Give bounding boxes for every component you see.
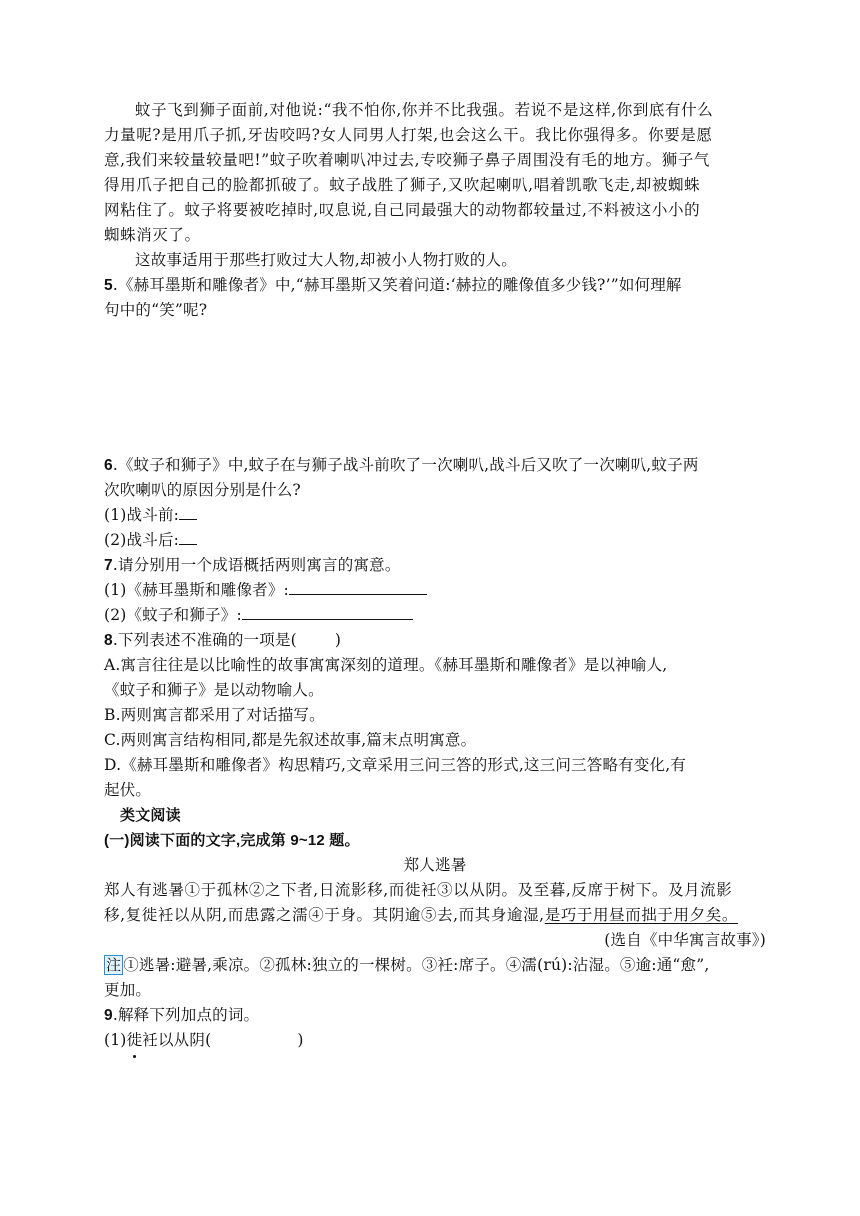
answer-label-hermes: (1)《赫耳墨斯和雕像者》: [104,581,289,599]
story-underlined-sentence: 是巧于用昼而拙于用夕矣。 [544,906,738,924]
option-b: B.两则寓言都采用了对话描写。 [104,706,325,724]
passage-line-6: 蜘蛛消灭了。 [104,226,201,244]
passage-moral: 这故事适用于那些打败过大人物,却被小人物打败的人。 [135,251,517,269]
question-7-answer-1 [104,578,766,603]
answer-blank-after-battle[interactable] [179,528,197,545]
question-8 [104,628,766,653]
question-9-number: 9 [104,1007,113,1024]
story-source: (选自《中华寓言故事》) [604,931,766,949]
question-5-line-2: 句中的“笑”呢? [104,301,208,319]
item-1-text: 衽以从阴( [142,1031,212,1049]
note-badge: 注 [106,956,122,974]
worksheet-page [104,98,766,1053]
story-line-2-text: 移,复徙衽以从阴,而患露之濡④于身。其阴逾⑤去,而其身逾湿, [104,906,545,924]
question-7 [104,553,766,578]
question-9 [104,1003,766,1028]
story-title: 郑人逃暑 [403,856,467,874]
answer-blank-mosquito[interactable] [242,603,413,620]
answer-label-after-battle: (2)战斗后: [104,531,180,549]
annotation-line-1: ①逃暑:避暑,乘凉。②孤林:独立的一棵树。③衽:席子。④濡(rú):沾湿。⑤逾:通“愈”, [123,956,710,974]
item-1-paren-close: ) [297,1031,304,1049]
question-8-paren-close: ) [334,631,342,649]
answer-blank-hermes[interactable] [289,578,427,595]
annotation-line-2: 更加。 [104,981,152,999]
option-d-line-2: 起伏。 [104,781,152,799]
question-6-answer-1 [104,503,766,528]
story-line-2 [104,903,766,928]
question-8-number: 8 [104,632,113,649]
answer-label-before-battle: (1)战斗前: [104,506,180,524]
option-c: C.两则寓言结构相同,都是先叙述故事,篇末点明寓意。 [104,731,477,749]
question-5-text: .《赫耳墨斯和雕像者》中,“赫耳墨斯又笑着问道:‘赫拉的雕像值多少钱?’”如何理解 [112,276,682,294]
option-a-line-1: A.寓言往往是以比喻性的故事寓寓深刻的道理。《赫耳墨斯和雕像者》是以神喻人, [104,656,668,674]
story-line-1: 郑人有逃暑①于孤林②之下者,日流影移,而徙衽③以从阴。及至暮,反席于树下。及月流影 [104,881,733,899]
annotation [104,953,766,978]
question-6 [104,453,766,478]
question-9-item-1 [104,1028,766,1053]
answer-label-mosquito: (2)《蚊子和狮子》: [104,606,242,624]
answer-blank-before-battle[interactable] [179,503,197,520]
question-7-text: .请分别用一个成语概括两则寓言的寓意。 [112,556,401,574]
question-7-answer-2 [104,603,766,628]
passage-line-2: 力量呢?是用爪子抓,牙齿咬吗?女人同男人打架,也会这么干。我比你强得多。你要是愿 [104,126,713,144]
section-heading: 类文阅读 [120,807,181,824]
option-d-line-1: D.《赫耳墨斯和雕像者》构思精巧,文章采用三问三答的形式,这三问三答略有变化,有 [104,756,687,774]
question-8-text: .下列表述不准确的一项是( [112,631,297,649]
question-6-line-2: 次吹喇叭的原因分别是什么? [104,481,301,499]
question-5 [104,273,766,298]
question-6-text: .《蚊子和狮子》中,蚊子在与狮子战斗前吹了一次喇叭,战斗后又吹了一次喇叭,蚊子两 [112,456,699,474]
passage-line-3: 意,我们来较量较量吧!”蚊子吹着喇叭冲过去,专咬狮子鼻子周围没有毛的地方。狮子气 [104,151,711,169]
passage-line-4: 得用爪子把自己的脸都抓破了。蚊子战胜了狮子,又吹起喇叭,唱着凯歌飞走,却被蜘蛛 [104,176,701,194]
dotted-character: 徙 [127,1028,143,1053]
question-5-number: 5 [104,277,113,294]
item-1-prefix: (1) [104,1031,127,1049]
option-a-line-2: 《蚊子和狮子》是以动物喻人。 [104,681,324,699]
question-9-text: .解释下列加点的词。 [112,1006,260,1024]
question-6-answer-2 [104,528,766,553]
passage-line-5: 网粘住了。蚊子将要被吃掉时,叹息说,自己同最强大的动物都较量过,不料被这小小的 [104,201,701,219]
question-6-number: 6 [104,457,113,474]
passage-line-1: 蚊子飞到狮子面前,对他说:“我不怕你,你并不比我强。若说不是这样,你到底有什么 [135,101,714,119]
question-7-number: 7 [104,557,113,574]
part-heading: (一)阅读下面的文字,完成第 9~12 题。 [104,832,360,849]
answer-space-5[interactable] [104,323,766,453]
